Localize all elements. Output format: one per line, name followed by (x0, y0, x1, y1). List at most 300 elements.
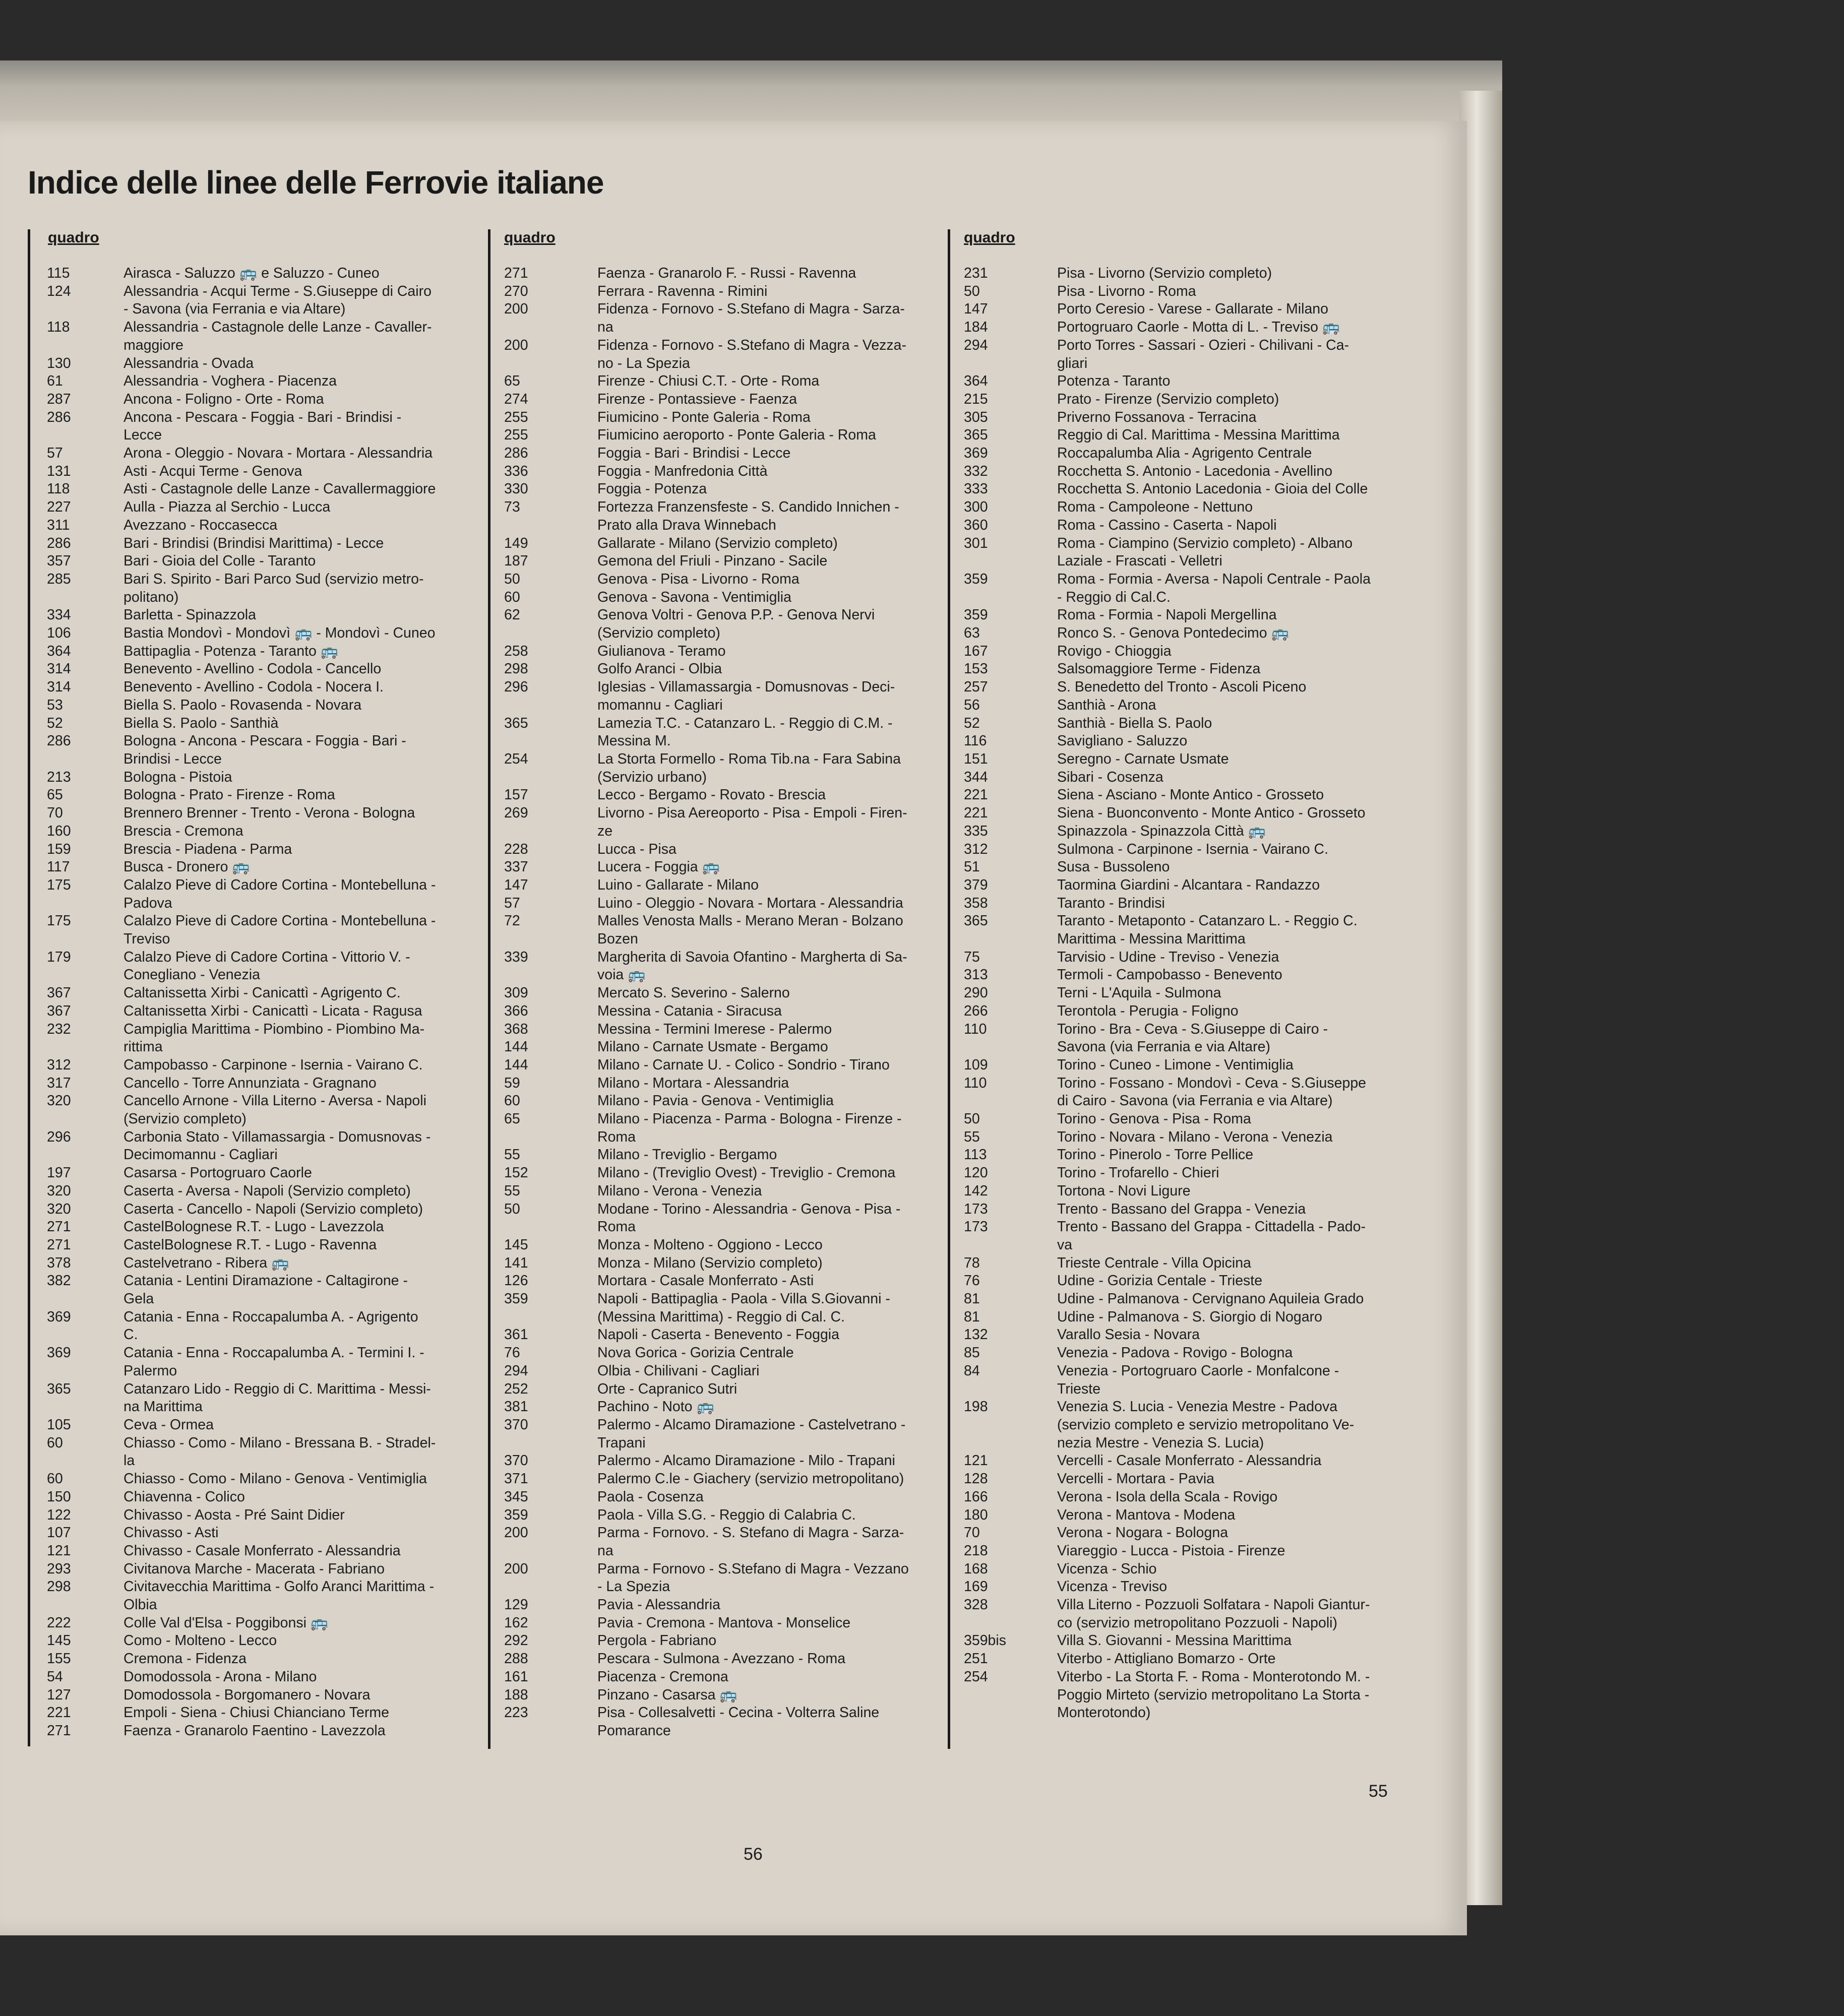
line-route: Vicenza - Treviso (1057, 1579, 1167, 1595)
line-route: Calalzo Pieve di Cadore Cortina - Montebelluna - Treviso (124, 913, 436, 948)
index-entry (964, 606, 1397, 624)
quadro-number: 292 (504, 1632, 528, 1649)
line-route: Aulla - Piazza al Serchio - Lucca (124, 499, 331, 516)
line-route: Ronco S. - Genova Pontedecimo 🚌 (1057, 625, 1289, 642)
line-route: Varallo Sesia - Novara (1057, 1327, 1200, 1343)
line-route: Brescia - Piadena - Parma (124, 841, 292, 857)
line-route: Rocchetta S. Antonio - Lacedonia - Avellino (1057, 463, 1333, 479)
index-entry (504, 265, 938, 283)
line-route: Palermo - Alcamo Diramazione - Castelvetrano - Trapani (597, 1417, 906, 1451)
index-entry (964, 804, 1397, 823)
index-entry (30, 1236, 464, 1254)
page-number-left: 56 (744, 1845, 763, 1864)
line-route: Faenza - Granarolo Faentino - Lavezzola (124, 1722, 386, 1739)
line-route: Brennero Brenner - Trento - Verona - Bologna (124, 805, 415, 822)
quadro-number: 144 (504, 1039, 528, 1055)
index-entry (504, 1272, 938, 1290)
quadro-number: 175 (47, 913, 71, 929)
index-entry (964, 715, 1397, 733)
index-entry (504, 1254, 938, 1273)
line-route: Mortara - Casale Monferrato - Asti (597, 1273, 814, 1289)
quadro-number: 160 (47, 823, 71, 839)
quadro-number: 251 (964, 1651, 988, 1667)
index-entry (30, 1164, 464, 1182)
quadro-number: 271 (47, 1219, 71, 1235)
index-entry (964, 535, 1397, 571)
quadro-number: 336 (504, 463, 528, 479)
line-route: Fortezza Franzensfeste - S. Candido Innichen - Prato alla Drava Winnebach (597, 499, 899, 533)
line-route: Como - Molteno - Lecco (124, 1632, 277, 1649)
line-route: Busca - Dronero 🚌 (124, 859, 250, 875)
quadro-number: 313 (964, 967, 988, 983)
quadro-number: 72 (504, 913, 520, 929)
column-divider (948, 229, 950, 1749)
index-entry (964, 1542, 1397, 1560)
index-entry (504, 463, 938, 481)
index-entry (30, 876, 464, 912)
quadro-number: 366 (504, 1002, 528, 1019)
index-entry (504, 589, 938, 607)
quadro-number: 184 (964, 319, 988, 336)
index-entry (964, 912, 1397, 948)
index-entry (30, 1344, 464, 1380)
quadro-number: 369 (47, 1308, 71, 1325)
index-entry (30, 858, 464, 876)
index-entry (964, 1218, 1397, 1254)
index-entry (30, 823, 464, 841)
line-route: Venezia - Padova - Rovigo - Bologna (1057, 1345, 1293, 1361)
line-route: Foggia - Bari - Brindisi - Lecce (597, 445, 791, 462)
line-route: Biella S. Paolo - Rovasenda - Novara (124, 697, 362, 713)
line-route: Bologna - Prato - Firenze - Roma (124, 787, 335, 803)
quadro-number: 162 (504, 1614, 528, 1631)
quadro-number: 335 (964, 823, 988, 839)
index-entry (964, 1164, 1397, 1182)
index-entry (504, 498, 938, 534)
quadro-number: 60 (47, 1434, 63, 1451)
line-route: Milano - (Treviglio Ovest) - Treviglio - Cremona (597, 1165, 896, 1181)
index-entry (504, 445, 938, 463)
line-route: Chiavenna - Colico (124, 1488, 245, 1505)
quadro-number: 55 (504, 1147, 520, 1163)
line-route: Vicenza - Schio (1057, 1560, 1157, 1577)
line-route: Torino - Pinerolo - Torre Pellice (1057, 1147, 1254, 1163)
index-entry (964, 769, 1397, 787)
line-route: Genova - Pisa - Livorno - Roma (597, 571, 800, 587)
index-entry (30, 786, 464, 804)
line-route: Bari - Brindisi (Brindisi Marittima) - Lecce (124, 535, 384, 551)
index-entry (30, 1506, 464, 1525)
line-route: Terni - L'Aquila - Sulmona (1057, 985, 1221, 1001)
quadro-number: 120 (964, 1165, 988, 1181)
line-route: CastelBolognese R.T. - Lugo - Lavezzola (124, 1219, 384, 1235)
quadro-number: 223 (504, 1705, 528, 1721)
quadro-number: 197 (47, 1165, 71, 1181)
index-entry (964, 1056, 1397, 1075)
quadro-number: 62 (504, 607, 520, 623)
quadro-number: 269 (504, 805, 528, 822)
line-route: Campobasso - Carpinone - Isernia - Vairano C. (124, 1056, 423, 1073)
index-entry (964, 1632, 1397, 1650)
quadro-number: 221 (964, 787, 988, 803)
quadro-number: 54 (47, 1668, 63, 1685)
line-route: Bari S. Spirito - Bari Parco Sud (servizio metro- politano) (124, 571, 424, 605)
line-route: Biella S. Paolo - Santhià (124, 715, 279, 731)
line-route: Prato - Firenze (Servizio completo) (1057, 391, 1279, 407)
quadro-number: 365 (504, 715, 528, 731)
quadro-number: 266 (964, 1002, 988, 1019)
line-route: Viterbo - La Storta F. - Roma - Monterotondo M. - Poggio Mirteto (servizio metropolitano La Storta - Monterotondo) (1057, 1668, 1370, 1721)
index-entry (30, 355, 464, 373)
line-route: Parma - Fornovo. - S. Stefano di Magra - Sarza- na (597, 1525, 904, 1559)
index-entry (964, 660, 1397, 678)
quadro-number: 365 (964, 427, 988, 444)
index-entry (964, 1470, 1397, 1488)
index-entry (964, 697, 1397, 715)
index-entry (30, 409, 464, 445)
quadro-number: 293 (47, 1560, 71, 1577)
index-entry (30, 1416, 464, 1434)
line-route: Piacenza - Cremona (597, 1668, 728, 1685)
line-route: Cancello Arnone - Villa Literno - Aversa - Napoli (Servizio completo) (124, 1093, 426, 1127)
quadro-number: 296 (504, 679, 528, 696)
index-entry (30, 1380, 464, 1416)
index-entry (964, 1021, 1397, 1056)
index-entry (964, 1596, 1397, 1632)
quadro-number: 301 (964, 535, 988, 551)
index-entry (30, 1092, 464, 1128)
index-entry (504, 606, 938, 642)
quadro-number: 320 (47, 1182, 71, 1199)
quadro-number: 55 (504, 1182, 520, 1199)
index-entry (964, 1488, 1397, 1506)
line-route: Lucca - Pisa (597, 841, 677, 857)
quadro-number: 257 (964, 679, 988, 696)
line-route: Torino - Genova - Pisa - Roma (1057, 1111, 1251, 1127)
quadro-number: 287 (47, 391, 71, 407)
line-route: Foggia - Manfredonia Città (597, 463, 768, 479)
index-entry (30, 1128, 464, 1164)
line-route: Genova Voltri - Genova P.P. - Genova Nervi (Servizio completo) (597, 607, 875, 642)
line-route: Priverno Fossanova - Terracina (1057, 409, 1257, 425)
quadro-number: 221 (964, 805, 988, 822)
quadro-number: 65 (47, 787, 63, 803)
line-route: Firenze - Pontassieve - Faenza (597, 391, 797, 407)
quadro-number: 60 (47, 1471, 63, 1487)
line-route: Domodossola - Arona - Milano (124, 1668, 317, 1685)
index-entry (30, 1614, 464, 1632)
index-entry (504, 786, 938, 804)
index-entry (964, 300, 1397, 319)
index-entry (504, 1650, 938, 1668)
quadro-number: 296 (47, 1128, 71, 1145)
index-entry (30, 1308, 464, 1344)
index-entry (964, 409, 1397, 427)
line-route: Bastia Mondovì - Mondovì 🚌 - Mondovì - Cuneo (124, 625, 436, 642)
line-route: Faenza - Granarolo F. - Russi - Ravenna (597, 265, 856, 281)
index-entry (504, 1524, 938, 1560)
index-entry (964, 643, 1397, 661)
quadro-number: 130 (47, 355, 71, 371)
quadro-number: 215 (964, 391, 988, 407)
quadro-number: 359 (964, 571, 988, 587)
index-entry (504, 552, 938, 571)
index-entry (504, 1326, 938, 1344)
line-route: Terontola - Perugia - Foligno (1057, 1002, 1239, 1019)
index-column-3 (964, 229, 1397, 1722)
quadro-number: 320 (47, 1201, 71, 1217)
line-route: Brescia - Cremona (124, 823, 243, 839)
line-route: Verona - Mantova - Modena (1057, 1506, 1236, 1523)
index-entry (504, 715, 938, 750)
index-entry (964, 1398, 1397, 1452)
index-entry (30, 1668, 464, 1686)
line-route: Chiasso - Como - Milano - Bressana B. - Stradel- la (124, 1434, 436, 1469)
line-route: Villa Literno - Pozzuoli Solfatara - Napoli Giantur- co (servizio metropolitano Pozzuoli - Napoli) (1057, 1597, 1370, 1631)
index-entry (964, 895, 1397, 913)
line-route: Roma - Cassino - Caserta - Napoli (1057, 517, 1277, 533)
line-route: Fidenza - Fornovo - S.Stefano di Magra - Sarza- na (597, 301, 905, 336)
index-entry (30, 1056, 464, 1075)
line-route: Chivasso - Asti (124, 1525, 219, 1541)
quadro-number: 149 (504, 535, 528, 551)
line-route: Monza - Milano (Servizio completo) (597, 1254, 823, 1271)
book-page-edges (0, 60, 1502, 126)
index-entry (964, 1201, 1397, 1219)
index-entry (30, 1560, 464, 1579)
line-route: Alessandria - Ovada (124, 355, 254, 371)
index-entry (964, 841, 1397, 859)
line-route: Napoli - Battipaglia - Paola - Villa S.Giovanni - (Messina Marittima) - Reggio di Cal. C. (597, 1291, 890, 1325)
quadro-number: 368 (504, 1021, 528, 1037)
line-route: Termoli - Campobasso - Benevento (1057, 967, 1282, 983)
line-route: Empoli - Siena - Chiusi Chianciano Terme (124, 1705, 389, 1721)
index-entry (30, 498, 464, 517)
quadro-number: 200 (504, 301, 528, 318)
quadro-number: 314 (47, 679, 71, 696)
index-entry (964, 283, 1397, 301)
index-entry (30, 715, 464, 733)
index-entry (30, 660, 464, 678)
line-route: Pescara - Sulmona - Avezzano - Roma (597, 1651, 846, 1667)
line-route: Milano - Carnate Usmate - Bergamo (597, 1039, 828, 1055)
line-route: Ancona - Pescara - Foggia - Bari - Brindisi - Lecce (124, 409, 402, 444)
quadro-number: 254 (964, 1668, 988, 1685)
quadro-number: 369 (964, 445, 988, 462)
quadro-number: 60 (504, 589, 520, 605)
index-column-2 (504, 229, 938, 1740)
line-route: Lamezia T.C. - Catanzaro L. - Reggio di C.M. - Messina M. (597, 715, 893, 749)
column-header: quadro (48, 229, 99, 246)
quadro-number: 60 (504, 1093, 520, 1109)
line-route: Milano - Verona - Venezia (597, 1182, 762, 1199)
line-route: Firenze - Chiusi C.T. - Orte - Roma (597, 373, 820, 390)
index-entry (30, 1182, 464, 1201)
quadro-number: 198 (964, 1399, 988, 1415)
line-route: Milano - Carnate U. - Colico - Sondrio - Tirano (597, 1056, 890, 1073)
index-entry (504, 1560, 938, 1596)
quadro-number: 153 (964, 661, 988, 677)
quadro-number: 106 (47, 625, 71, 642)
index-entry (964, 426, 1397, 445)
line-route: Catania - Enna - Roccapalumba A. - Termini I. - Palermo (124, 1345, 424, 1379)
line-route: Reggio di Cal. Marittima - Messina Marittima (1057, 427, 1340, 444)
index-entry (30, 1002, 464, 1021)
line-route: Viterbo - Attigliano Bomarzo - Orte (1057, 1651, 1276, 1667)
index-entry (30, 1272, 464, 1308)
line-route: Alessandria - Voghera - Piacenza (124, 373, 337, 390)
line-route: Mercato S. Severino - Salerno (597, 985, 790, 1001)
quadro-number: 124 (47, 283, 71, 299)
quadro-number: 221 (47, 1705, 71, 1721)
quadro-number: 51 (964, 859, 980, 875)
quadro-number: 274 (504, 391, 528, 407)
quadro-number: 57 (47, 445, 63, 462)
quadro-number: 129 (504, 1597, 528, 1613)
index-entry (504, 984, 938, 1002)
line-route: Milano - Treviglio - Bergamo (597, 1147, 777, 1163)
index-entry (504, 1452, 938, 1470)
index-entry (30, 1542, 464, 1560)
quadro-number: 131 (47, 463, 71, 479)
quadro-number: 288 (504, 1651, 528, 1667)
quadro-number: 286 (47, 733, 71, 749)
line-route: Genova - Savona - Ventimiglia (597, 589, 791, 605)
index-entry (30, 1686, 464, 1705)
quadro-number: 218 (964, 1542, 988, 1559)
line-route: S. Benedetto del Tronto - Ascoli Piceno (1057, 679, 1307, 696)
line-route: Trento - Bassano del Grappa - Venezia (1057, 1201, 1306, 1217)
index-entry (964, 1506, 1397, 1525)
line-route: Calalzo Pieve di Cadore Cortina - Vittorio V. - Conegliano - Venezia (124, 949, 410, 983)
index-entry (30, 1632, 464, 1650)
quadro-number: 70 (964, 1525, 980, 1541)
index-entry (30, 319, 464, 354)
index-entry (964, 1668, 1397, 1722)
index-entry (30, 732, 464, 768)
quadro-number: 161 (504, 1668, 528, 1685)
quadro-number: 345 (504, 1488, 528, 1505)
line-route: Vercelli - Casale Monferrato - Alessandria (1057, 1453, 1322, 1469)
line-route: Ancona - Foligno - Orte - Roma (124, 391, 324, 407)
line-route: Chiasso - Como - Milano - Genova - Ventimiglia (124, 1471, 427, 1487)
index-entry (504, 1506, 938, 1525)
line-route: Taormina Giardini - Alcantara - Randazzo (1057, 876, 1320, 893)
line-route: Pergola - Fabriano (597, 1632, 717, 1649)
index-entry (504, 1596, 938, 1614)
quadro-number: 107 (47, 1525, 71, 1541)
page-number-right: 55 (1369, 1782, 1388, 1801)
quadro-number: 121 (47, 1542, 71, 1559)
index-entry (30, 1488, 464, 1506)
quadro-number: 213 (47, 769, 71, 785)
index-entry (964, 517, 1397, 535)
line-route: Lucera - Foggia 🚌 (597, 859, 720, 875)
index-entry (504, 678, 938, 714)
index-entry (504, 643, 938, 661)
index-entry (30, 1254, 464, 1273)
quadro-number: 50 (504, 1201, 520, 1217)
index-entry (964, 571, 1397, 606)
index-entry (964, 1290, 1397, 1308)
index-entry (504, 660, 938, 678)
quadro-number: 271 (504, 265, 528, 281)
quadro-number: 151 (964, 750, 988, 767)
index-entry (964, 1110, 1397, 1128)
line-route: Catanzaro Lido - Reggio di C. Marittima - Messi- na Marittima (124, 1380, 431, 1415)
line-route: Margherita di Savoia Ofantino - Margherta di Sa- voia 🚌 (597, 949, 907, 983)
index-entry (964, 1344, 1397, 1362)
line-route: Alessandria - Acqui Terme - S.Giuseppe di Cairo - Savona (via Ferrania e via Altare) (124, 283, 432, 318)
quadro-number: 50 (964, 1111, 980, 1127)
quadro-number: 147 (504, 876, 528, 893)
index-entry (504, 283, 938, 301)
quadro-number: 117 (47, 859, 70, 875)
quadro-number: 65 (504, 373, 520, 390)
index-entry (964, 1272, 1397, 1290)
quadro-number: 337 (504, 859, 528, 875)
index-entry (30, 1578, 464, 1614)
line-route: Pisa - Collesalvetti - Cecina - Volterra Saline Pomarance (597, 1705, 880, 1739)
quadro-number: 365 (964, 913, 988, 929)
index-entry (964, 1452, 1397, 1470)
quadro-number: 141 (504, 1254, 528, 1271)
line-route: Cancello - Torre Annunziata - Gragnano (124, 1075, 377, 1091)
quadro-number: 294 (504, 1362, 528, 1379)
index-entry (30, 265, 464, 283)
index-entry (504, 1380, 938, 1399)
index-entry (504, 1362, 938, 1380)
line-route: Asti - Castagnole delle Lanze - Cavallermaggiore (124, 481, 436, 497)
quadro-number: 188 (504, 1686, 528, 1703)
quadro-number: 145 (504, 1236, 528, 1253)
index-entry (30, 1218, 464, 1236)
line-route: Spinazzola - Spinazzola Città 🚌 (1057, 823, 1266, 839)
quadro-number: 344 (964, 769, 988, 785)
line-route: Lecco - Bergamo - Rovato - Brescia (597, 787, 826, 803)
index-entry (964, 750, 1397, 769)
quadro-number: 118 (47, 481, 70, 497)
quadro-number: 50 (504, 571, 520, 587)
quadro-number: 187 (504, 553, 528, 570)
line-route: Civitavecchia Marittima - Golfo Aranci Marittima - Olbia (124, 1579, 435, 1613)
quadro-number: 305 (964, 409, 988, 425)
index-entry (30, 1524, 464, 1542)
quadro-number: 270 (504, 283, 528, 299)
index-entry (964, 1560, 1397, 1579)
line-route: Golfo Aranci - Olbia (597, 661, 722, 677)
line-route: Airasca - Saluzzo 🚌 e Saluzzo - Cuneo (124, 265, 380, 281)
line-route: Rocchetta S. Antonio Lacedonia - Gioia del Colle (1057, 481, 1368, 497)
line-route: Gallarate - Milano (Servizio completo) (597, 535, 838, 551)
index-entry (504, 1092, 938, 1110)
index-entry (504, 1110, 938, 1146)
line-route: Torino - Fossano - Mondovì - Ceva - S.Giuseppe di Cairo - Savona (via Ferrania e via Altare) (1057, 1075, 1367, 1109)
index-entry (964, 1362, 1397, 1398)
index-entry (30, 445, 464, 463)
quadro-number: 254 (504, 750, 528, 767)
index-entry (964, 823, 1397, 841)
quadro-number: 168 (964, 1560, 988, 1577)
index-entry (30, 391, 464, 409)
index-entry (504, 1146, 938, 1164)
quadro-number: 85 (964, 1345, 980, 1361)
index-entry (964, 858, 1397, 876)
line-route: Ferrara - Ravenna - Rimini (597, 283, 768, 299)
index-entry (964, 949, 1397, 967)
index-entry (30, 1021, 464, 1056)
index-entry (964, 1254, 1397, 1273)
